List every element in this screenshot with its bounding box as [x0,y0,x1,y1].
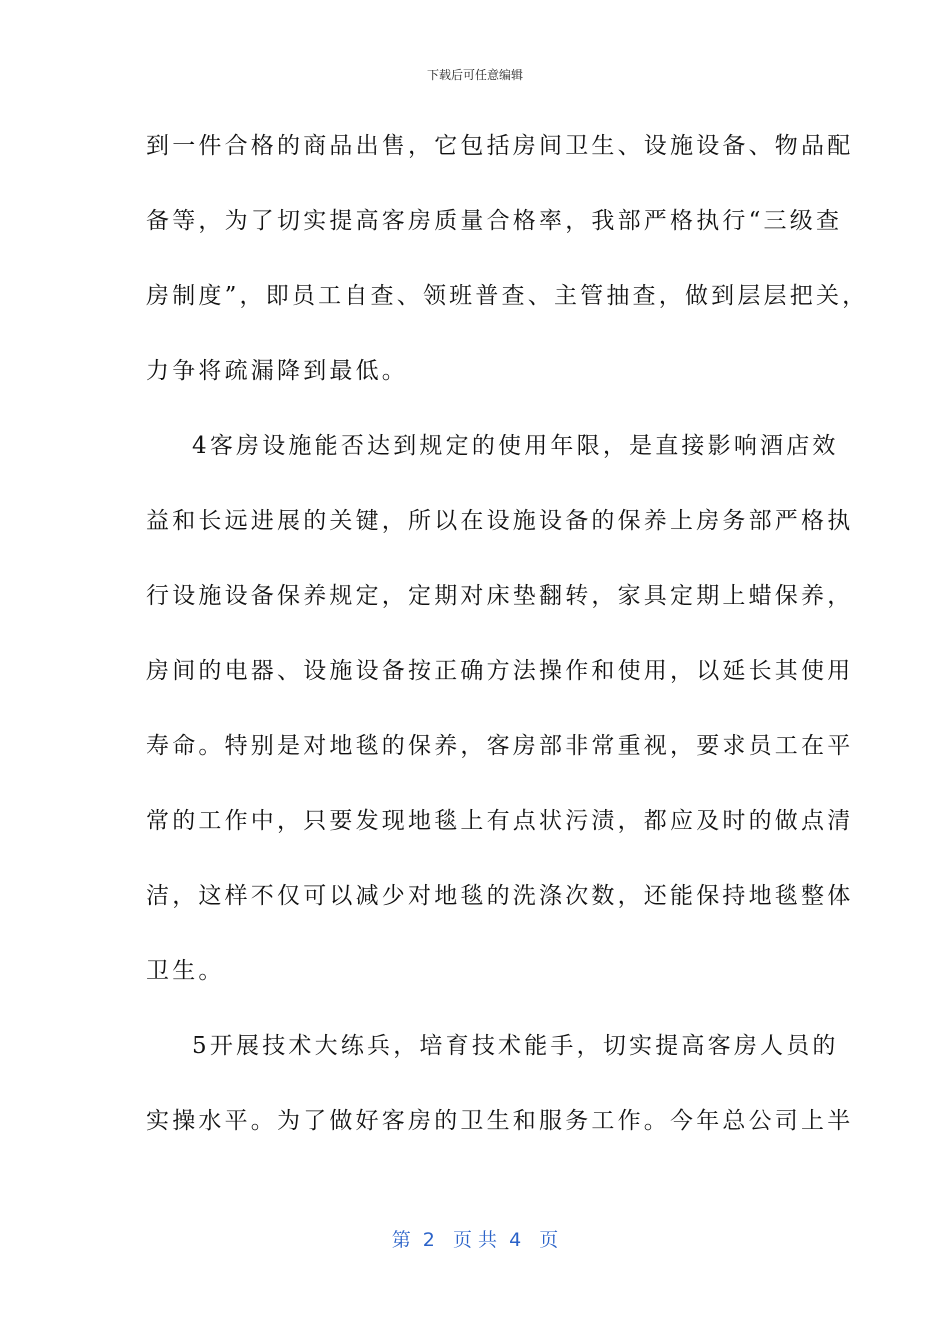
body-line: 备等，为了切实提高客房质量合格率，我部严格执行“三级查 [146,208,843,234]
body-line: 洁，这样不仅可以减少对地毯的洗涤次数，还能保持地毯整体 [146,883,854,909]
paragraph-start-line: 4客房设施能否达到规定的使用年限，是直接影响酒店效 [192,433,839,459]
header-note: 下载后可任意编辑 [426,68,523,82]
body-line: 力争将疏漏降到最低。 [146,358,408,384]
document-body [146,122,869,1172]
body-line: 卫生。 [146,958,225,984]
body-line: 寿命。特别是对地毯的保养，客房部非常重视，要求员工在平 [146,733,854,759]
body-line: 实操水平。为了做好客房的卫生和服务工作。今年总公司上半 [146,1108,854,1134]
body-line: 房制度”，即员工自查、领班普查、主管抽查，做到层层把关， [146,283,869,309]
body-line: 到一件合格的商品出售，它包括房间卫生、设施设备、物品配 [146,133,854,159]
body-line: 房间的电器、设施设备按正确方法操作和使用，以延长其使用 [146,658,854,684]
body-line: 常的工作中，只要发现地毯上有点状污渍，都应及时的做点清 [146,808,854,834]
body-line: 益和长远进展的关键，所以在设施设备的保养上房务部严格执 [146,508,854,534]
body-line: 行设施设备保养规定，定期对床垫翻转，家具定期上蜡保养， [146,583,854,609]
page-number-footer: 第 2 页 共 4 页 [391,1229,559,1251]
paragraph-start-line: 5开展技术大练兵，培育技术能手，切实提高客房人员的 [192,1033,839,1059]
